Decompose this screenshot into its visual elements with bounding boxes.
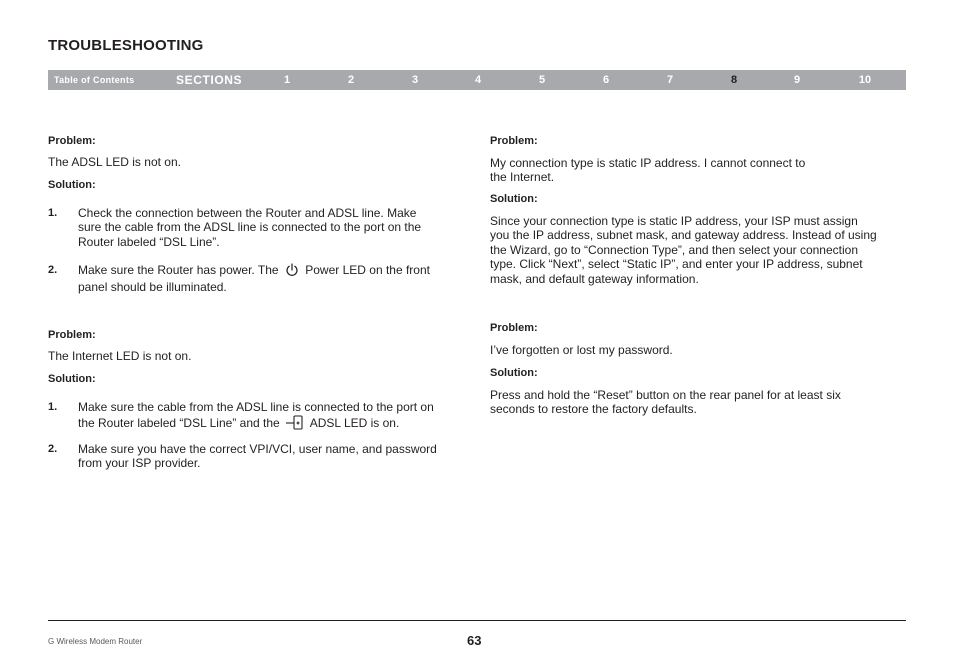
problem-text-line: the Internet. (490, 170, 555, 185)
problem-text-line: My connection type is static IP address. I cannot connect to (490, 156, 806, 170)
footer-product-name: G Wireless Modem Router (48, 637, 143, 646)
nav-section-3[interactable]: 3 (411, 74, 419, 86)
solution-text-line: you the IP address, subnet mask, and gateway address. Instead of using (490, 228, 877, 243)
solution-text-line: the Wizard, go to “Connection Type”, and then select your connection (490, 242, 858, 257)
problem-text (490, 156, 906, 185)
solution-text-line: mask, and default gateway information. (490, 271, 699, 286)
step-text-line: Make sure the cable from the ADSL line is connected to the port on (78, 400, 434, 414)
sections-label: SECTIONS (176, 73, 243, 87)
solution-label: Solution: (490, 193, 538, 205)
page-title: TROUBLESHOOTING (48, 37, 204, 54)
step-text: Make sure the Router has power. The (78, 263, 279, 277)
nav-section-6[interactable]: 6 (602, 74, 610, 86)
solution-text-line: type. Click “Next”, select “Static IP”, and enter your IP address, subnet (490, 257, 863, 272)
problem-label: Problem: (490, 135, 538, 147)
nav-section-8-active[interactable]: 8 (730, 74, 738, 86)
solution-text (490, 388, 906, 417)
step-text: the Router labeled “DSL Line” and the (78, 416, 280, 431)
footer-divider (48, 620, 906, 621)
adsl-icon (286, 414, 304, 433)
problem-label: Problem: (490, 322, 538, 334)
section-nav-bar (48, 70, 906, 90)
nav-section-9[interactable]: 9 (793, 74, 801, 86)
nav-section-10[interactable]: 10 (858, 74, 872, 86)
problem-text: The ADSL LED is not on. (48, 155, 181, 169)
page-number: 63 (467, 633, 482, 648)
solution-label: Solution: (48, 373, 96, 385)
step-text-line: Router labeled “DSL Line”. (78, 234, 220, 249)
step-text: Power LED on the front (305, 263, 430, 277)
solution-text (490, 214, 906, 286)
problem-text: The Internet LED is not on. (48, 349, 192, 363)
step-number: 1. (48, 401, 58, 413)
step-number: 2. (48, 443, 58, 455)
solution-label: Solution: (48, 179, 96, 191)
nav-section-5[interactable]: 5 (538, 74, 546, 86)
power-icon (285, 263, 299, 280)
problem-label: Problem: (48, 329, 96, 341)
step-text-line: from your ISP provider. (78, 456, 201, 471)
nav-section-2[interactable]: 2 (347, 74, 355, 86)
problem-text: I’ve forgotten or lost my password. (490, 343, 673, 357)
step-text-line: sure the cable from the ADSL line is connected to the port on the (78, 220, 422, 235)
step-text: ADSL LED is on. (309, 416, 400, 431)
step-text-line: Make sure you have the correct VPI/VCI, user name, and password (78, 442, 437, 456)
nav-section-7[interactable]: 7 (666, 74, 674, 86)
nav-section-4[interactable]: 4 (474, 74, 482, 86)
table-of-contents-link[interactable]: Table of Contents (54, 75, 135, 85)
solution-label: Solution: (490, 367, 538, 379)
problem-label: Problem: (48, 135, 96, 147)
step-number: 1. (48, 207, 58, 219)
step-number: 2. (48, 264, 58, 276)
solution-text-line: Since your connection type is static IP address, your ISP must assign (490, 214, 858, 228)
solution-text-line: seconds to restore the factory defaults. (490, 402, 697, 417)
step-text-line: Check the connection between the Router and ADSL line. Make (78, 206, 417, 220)
step-text-line: panel should be illuminated. (78, 280, 227, 295)
solution-text-line: Press and hold the “Reset” button on the rear panel for at least six (490, 388, 841, 402)
nav-section-1[interactable]: 1 (283, 74, 291, 86)
